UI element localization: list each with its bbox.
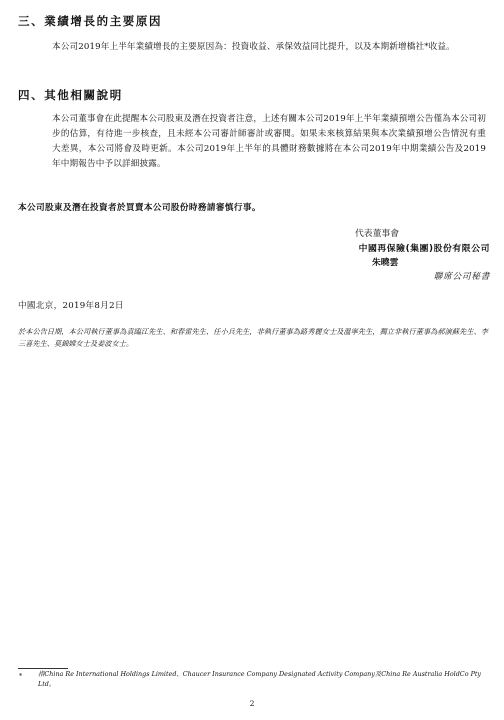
section-3-body: 本公司2019年上半年業績增長的主要原因為：投資收益、承保效益同比提升，以及本期新增橋社*收益。 xyxy=(52,42,455,52)
section-3-heading: 三、業績增長的主要原因 xyxy=(18,14,163,28)
footnote-rule xyxy=(18,668,68,669)
directors-statement: 於本公告日期，本公司執行董事為袁臨江先生、和春雷先生、任小兵先生，非執行董事為路秀麗女士及溫寧先生，獨立非執行董事為郝演蘇先生、李三喜先生、莫錦嫦女士及姜波女士。 xyxy=(18,327,488,348)
place-date: 中國北京，2019年8月2日 xyxy=(18,301,124,311)
page-number: 2 xyxy=(249,699,255,708)
signature-on-behalf: 代表董事會 xyxy=(355,229,399,239)
footnote-text: 指China Re International Holdings Limited、Chaucer Insurance Company Designated Activity Company及China Re Australia HoldCo Pty Ltd。 xyxy=(38,670,482,688)
signature-name: 朱曉雲 xyxy=(372,258,399,268)
section-4-heading: 四、其他相關說明 xyxy=(18,88,123,102)
investor-notice: 本公司股東及潛在投資者於買賣本公司股份時務請審慎行事。 xyxy=(18,203,261,213)
signature-title: 聯席公司秘書 xyxy=(433,272,490,282)
signature-company: 中國再保險(集團)股份有限公司 xyxy=(358,244,490,254)
section-4-body: 本公司董事會在此提醒本公司股東及潛在投資者注意，上述有關本公司2019年上半年業績預增公告僅為本公司初步的估算，有待進一步核查，且未經本公司審計師審計或審閱。如果未來核算結果與本次業績預增公告情況有重大差異，本公司將會及時更新。本公司2019年上半年的具體財務數據將在本公司2019年中期業績公告及2019年中期報告中予以詳細披露。 xyxy=(52,114,486,169)
footnote-mark: * xyxy=(19,672,23,680)
